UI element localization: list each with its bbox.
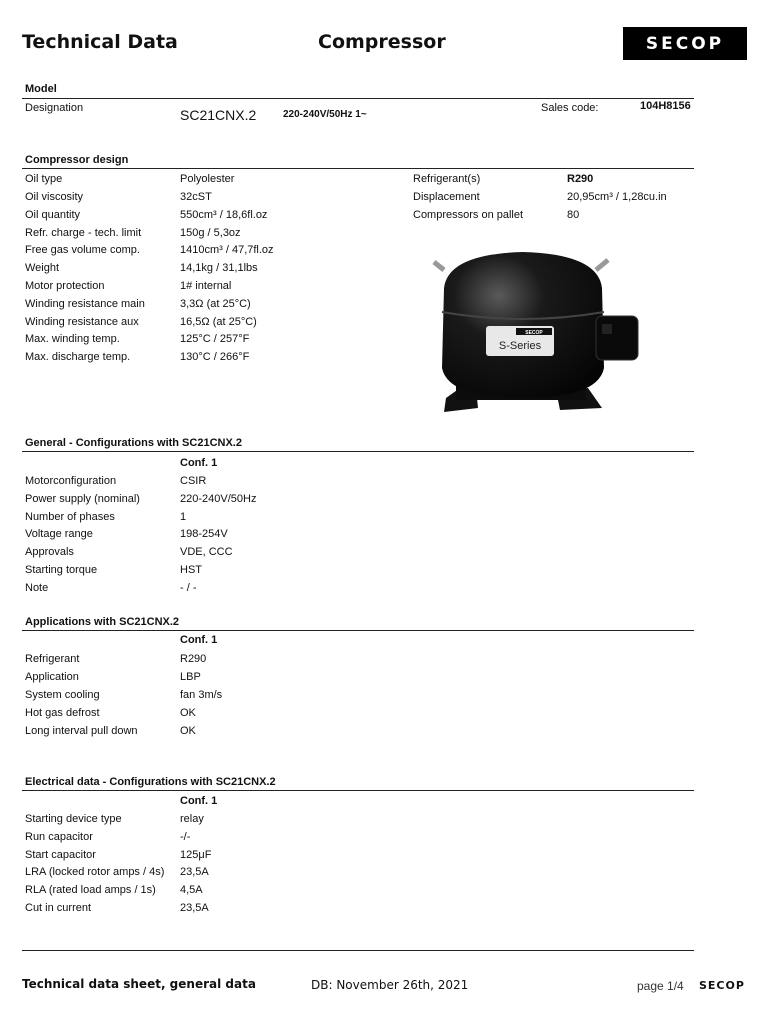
voltage-value: 220-240V/50Hz 1~ — [283, 109, 367, 120]
row-value: 150g / 5,3oz — [180, 227, 241, 239]
badge-series: S-Series — [498, 340, 542, 352]
row-value: R290 — [567, 173, 594, 185]
row-label: RLA (rated load amps / 1s) — [25, 884, 156, 896]
sales-code-value: 104H8156 — [640, 100, 691, 112]
row-label: Cut in current — [25, 902, 92, 914]
applications-heading: Applications with SC21CNX.2 — [25, 616, 180, 628]
row-value: VDE, CCC — [180, 546, 233, 558]
row-label: Number of phases — [25, 511, 115, 523]
row-label: Max. winding temp. — [25, 333, 120, 345]
row-label: Compressors on pallet — [413, 209, 524, 221]
row-label: Winding resistance aux — [25, 316, 139, 328]
row-label: Refrigerant(s) — [413, 173, 481, 185]
applications-divider — [22, 630, 694, 631]
page-subtitle: Compressor — [318, 31, 446, 53]
row-label: System cooling — [25, 689, 100, 701]
row-value: 23,5A — [180, 902, 209, 914]
electrical-conf-header: Conf. 1 — [180, 795, 218, 807]
row-value: 130°C / 266°F — [180, 351, 250, 363]
row-value: 20,95cm³ / 1,28cu.in — [567, 191, 667, 203]
footer-divider — [22, 950, 694, 951]
row-value: LBP — [180, 671, 201, 683]
row-label: Displacement — [413, 191, 480, 203]
row-value: HST — [180, 564, 202, 576]
general-conf-header: Conf. 1 — [180, 457, 218, 469]
sales-code-label: Sales code: — [541, 102, 599, 114]
row-label: Motor protection — [25, 280, 105, 292]
row-value: 14,1kg / 31,1lbs — [180, 262, 258, 274]
row-value: 3,3Ω (at 25°C) — [180, 298, 251, 310]
footer-brand: SECOP — [699, 979, 745, 992]
row-label: Motorconfiguration — [25, 475, 117, 487]
row-label: Voltage range — [25, 528, 93, 540]
page-title: Technical Data — [22, 31, 178, 53]
row-label: Long interval pull down — [25, 725, 138, 737]
compressor-icon — [428, 248, 644, 420]
row-label: Note — [25, 582, 49, 594]
designation-label: Designation — [25, 102, 84, 114]
row-label: Oil quantity — [25, 209, 81, 221]
row-value: 80 — [567, 209, 580, 221]
model-heading: Model — [25, 83, 57, 95]
row-label: Start capacitor — [25, 849, 96, 861]
row-label: Winding resistance main — [25, 298, 145, 310]
row-value: 125°C / 257°F — [180, 333, 250, 345]
row-value: 220-240V/50Hz — [180, 493, 257, 505]
row-value: 16,5Ω (at 25°C) — [180, 316, 257, 328]
row-label: Refr. charge - tech. limit — [25, 227, 142, 239]
designation-value: SC21CNX.2 — [180, 107, 257, 123]
general-heading: General - Configurations with SC21CNX.2 — [25, 437, 242, 449]
row-value: 125μF — [180, 849, 212, 861]
compressor-image — [428, 248, 644, 420]
electrical-heading: Electrical data - Configurations with SC21CNX.2 — [25, 776, 276, 788]
row-value: Polyolester — [180, 173, 235, 185]
row-label: Application — [25, 671, 79, 683]
row-label: Power supply (nominal) — [25, 493, 140, 505]
row-value: - / - — [180, 582, 197, 594]
row-value: -/- — [180, 831, 191, 843]
row-label: LRA (locked rotor amps / 4s) — [25, 866, 165, 878]
row-value: 198-254V — [180, 528, 228, 540]
row-value: 1 — [180, 511, 187, 523]
model-divider — [22, 98, 694, 99]
electrical-divider — [22, 790, 694, 791]
row-label: Starting torque — [25, 564, 98, 576]
row-label: Free gas volume comp. — [25, 244, 140, 256]
row-value: 1# internal — [180, 280, 232, 292]
row-value: R290 — [180, 653, 207, 665]
footer-page-number: page 1/4 — [637, 979, 684, 993]
row-label: Starting device type — [25, 813, 122, 825]
row-value: CSIR — [180, 475, 207, 487]
row-value: 1410cm³ / 47,7fl.oz — [180, 244, 274, 256]
row-value: relay — [180, 813, 204, 825]
row-label: Max. discharge temp. — [25, 351, 131, 363]
row-value: OK — [180, 725, 196, 737]
row-value: 4,5A — [180, 884, 203, 896]
design-divider — [22, 168, 694, 169]
row-value: 550cm³ / 18,6fl.oz — [180, 209, 268, 221]
applications-conf-header: Conf. 1 — [180, 634, 218, 646]
footer-doc-type: Technical data sheet, general data — [22, 977, 256, 991]
footer-date: DB: November 26th, 2021 — [311, 978, 469, 992]
row-value: fan 3m/s — [180, 689, 223, 701]
design-heading: Compressor design — [25, 154, 129, 166]
secop-logo: SECOP — [623, 27, 747, 60]
row-label: Weight — [25, 262, 60, 274]
general-divider — [22, 451, 694, 452]
row-label: Oil type — [25, 173, 63, 185]
row-label: Refrigerant — [25, 653, 80, 665]
badge-brand: SECOP — [525, 330, 543, 336]
row-value: 23,5A — [180, 866, 209, 878]
row-value: OK — [180, 707, 196, 719]
row-label: Hot gas defrost — [25, 707, 100, 719]
row-label: Approvals — [25, 546, 74, 558]
row-label: Run capacitor — [25, 831, 93, 843]
row-label: Oil viscosity — [25, 191, 84, 203]
row-value: 32cST — [180, 191, 212, 203]
